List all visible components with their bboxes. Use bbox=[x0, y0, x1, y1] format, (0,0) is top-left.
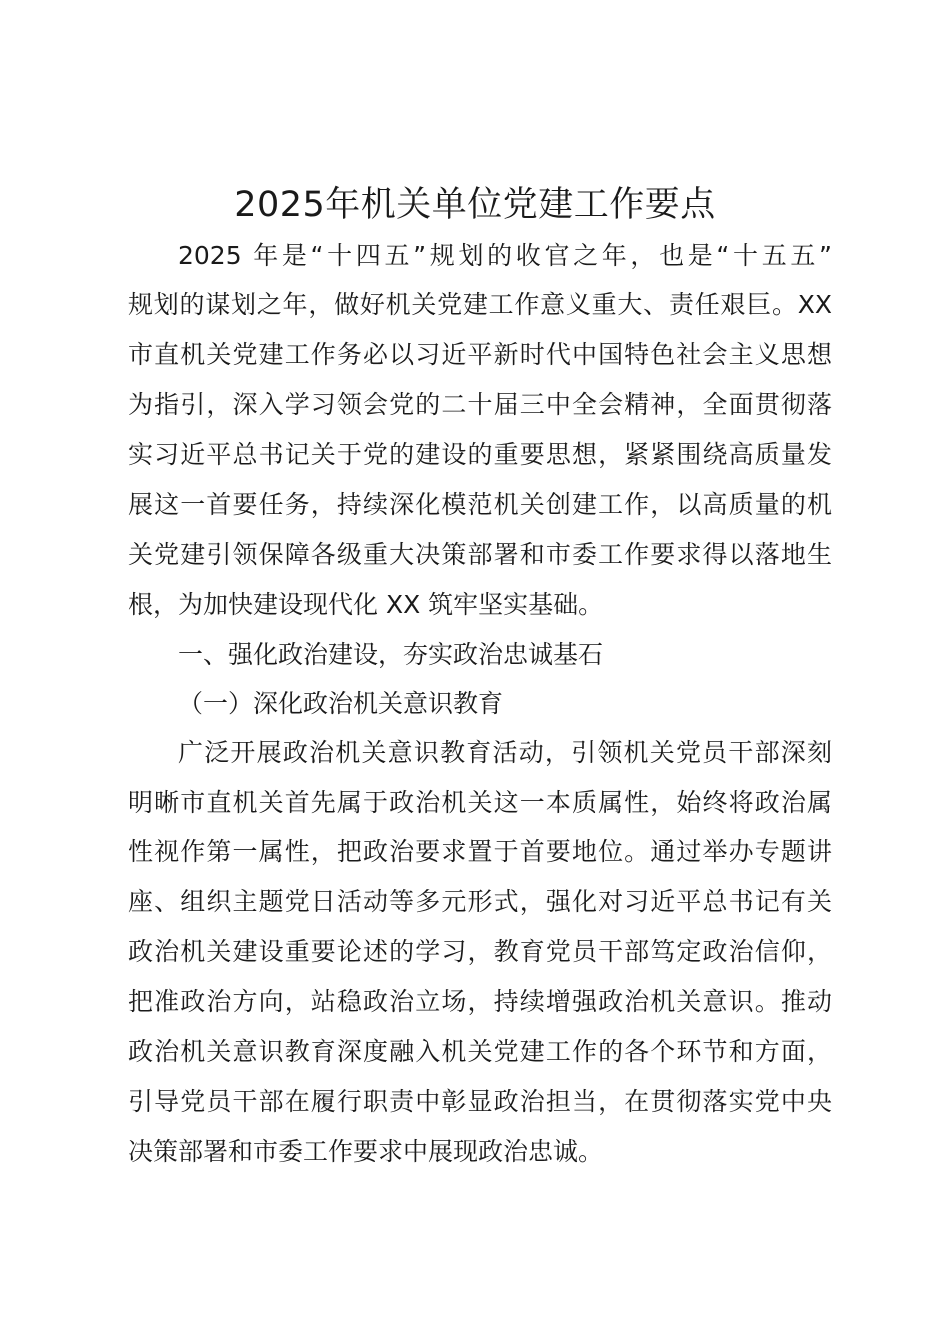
document-title: 2025年机关单位党建工作要点 bbox=[234, 185, 716, 225]
intro-line-6: 展这一首要任务，持续深化模范机关创建工作，以高质量的机 bbox=[128, 490, 832, 519]
body-line-4: 座、组织主题党日活动等多元形式，强化对习近平总书记有关 bbox=[128, 887, 832, 916]
intro-line-7: 关党建引领保障各级重大决策部署和市委工作要求得以落地生 bbox=[128, 540, 832, 569]
intro-line-4: 为指引，深入学习领会党的二十届三中全会精神，全面贯彻落 bbox=[128, 390, 832, 419]
body-line-2: 明晰市直机关首先属于政治机关这一本质属性，始终将政治属 bbox=[128, 788, 832, 817]
intro-line-5: 实习近平总书记关于党的建设的重要思想，紧紧围绕高质量发 bbox=[128, 440, 832, 469]
body-line-8: 引导党员干部在履行职责中彰显政治担当，在贯彻落实党中央 bbox=[128, 1087, 832, 1116]
body-line-6: 把准政治方向，站稳政治立场，持续增强政治机关意识。推动 bbox=[128, 987, 832, 1016]
body-line-7: 政治机关意识教育深度融入机关党建工作的各个环节和方面， bbox=[128, 1037, 832, 1066]
intro-line-2: 规划的谋划之年，做好机关党建工作意义重大、责任艰巨。XX bbox=[128, 290, 832, 319]
subsection-heading: （一）深化政治机关意识教育 bbox=[178, 689, 504, 718]
intro-line-3: 市直机关党建工作务必以习近平新时代中国特色社会主义思想 bbox=[128, 340, 832, 369]
intro-line-8: 根，为加快建设现代化 XX 筑牢坚实基础。 bbox=[128, 590, 604, 619]
body-line-5: 政治机关建设重要论述的学习，教育党员干部笃定政治信仰， bbox=[128, 937, 832, 966]
intro-line-1: 2025 年是“十四五”规划的收官之年，也是“十五五” bbox=[178, 241, 832, 270]
body-line-3: 性视作第一属性，把政治要求置于首要地位。通过举办专题讲 bbox=[128, 837, 832, 866]
body-line-1: 广泛开展政治机关意识教育活动，引领机关党员干部深刻 bbox=[178, 738, 832, 767]
body-line-9: 决策部署和市委工作要求中展现政治忠诚。 bbox=[128, 1137, 604, 1166]
section-heading: 一、强化政治建设，夯实政治忠诚基石 bbox=[178, 640, 604, 669]
